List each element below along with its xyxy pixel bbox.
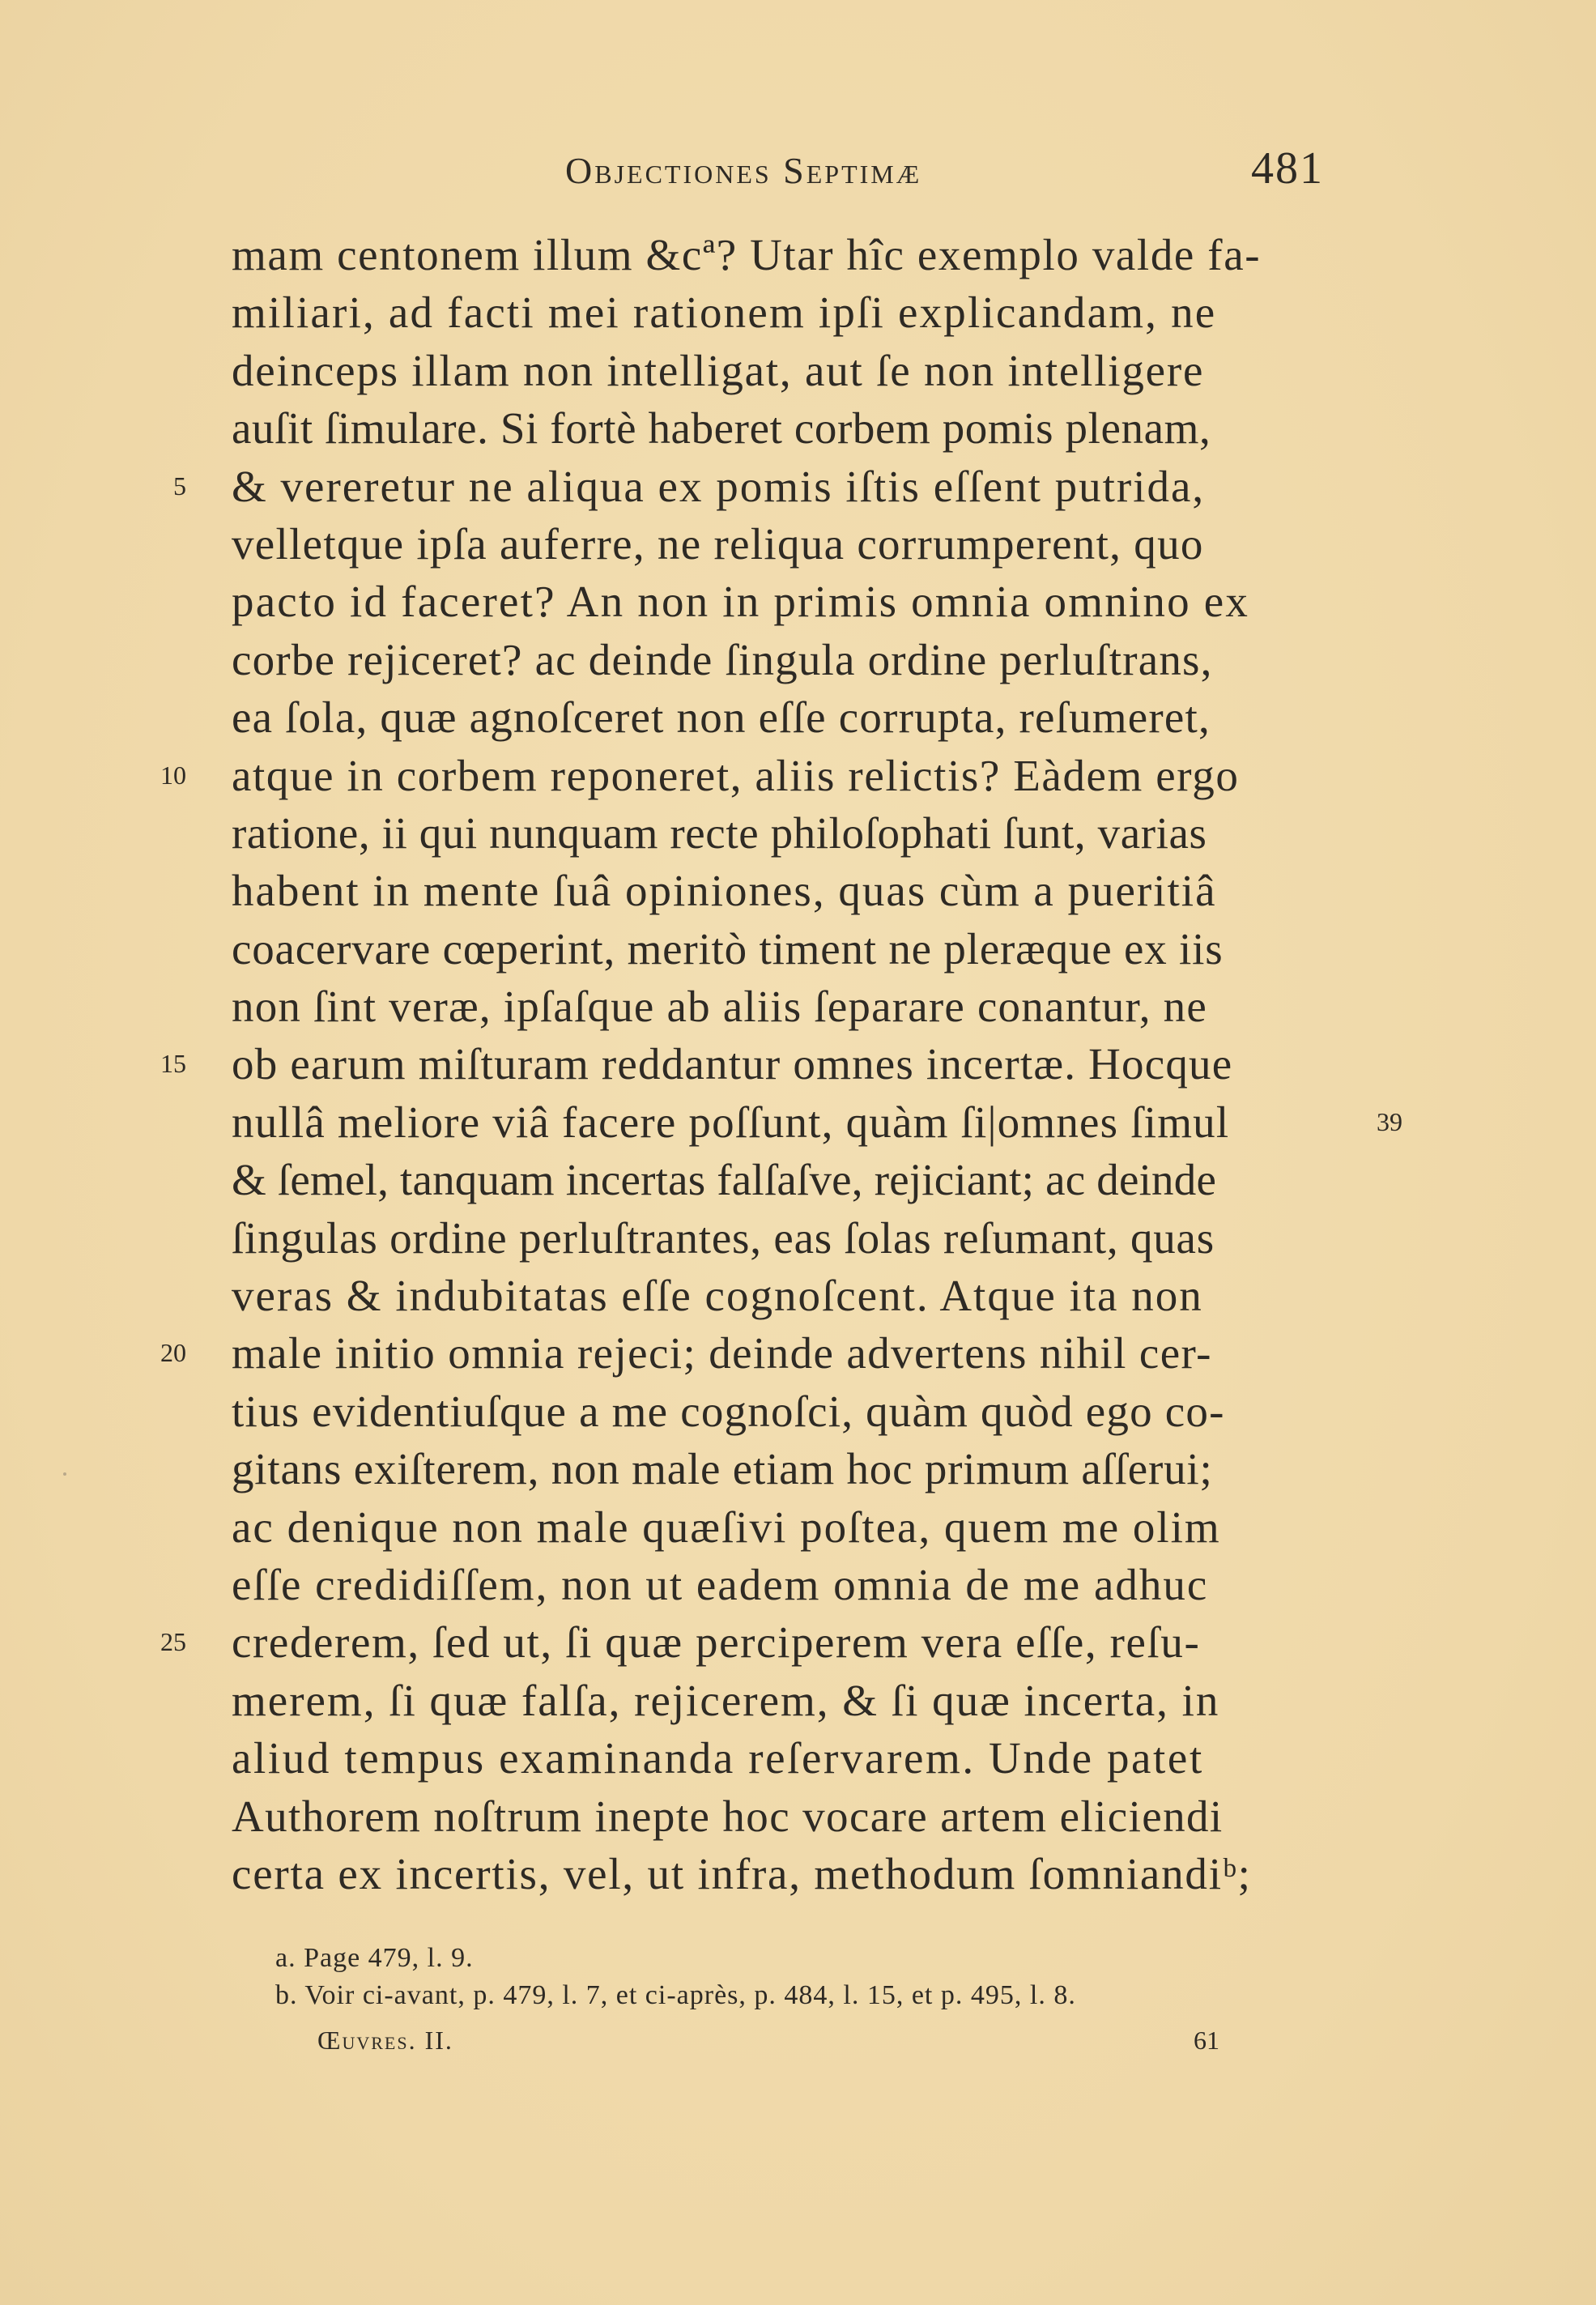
line-text: veras & indubitatas eſſe cognoſcent. Atque ita non xyxy=(232,1271,1203,1321)
text-line xyxy=(232,1093,1402,1151)
line-text: auſit ſimulare. Si fortè haberet corbem pomis plenam, xyxy=(232,403,1211,454)
page-footer xyxy=(0,2026,1596,2063)
line-text: habent in mente ſuâ opiniones, quas cùm a pueritiâ xyxy=(232,866,1217,916)
line-text: Authorem noſtrum inepte hoc vocare artem eliciendi xyxy=(232,1791,1224,1841)
text-line xyxy=(232,226,1357,283)
signature-mark: Œuvres. II. xyxy=(317,2026,453,2055)
line-text: male initio omnia rejeci; deinde advertens nihil cer- xyxy=(232,1328,1212,1378)
text-line xyxy=(232,804,1357,862)
text-line xyxy=(232,1209,1357,1267)
text-line xyxy=(160,1035,1357,1093)
text-line xyxy=(173,458,1357,515)
line-text: non ſint veræ, ipſaſque ab aliis ſeparare conantur, ne xyxy=(232,982,1207,1032)
line-text: pacto id faceret? An non in primis omnia omnino ex xyxy=(232,577,1250,627)
line-number: 20 xyxy=(160,1338,186,1368)
body-text xyxy=(160,226,1402,1902)
text-line xyxy=(232,688,1357,746)
line-text: nullâ meliore viâ facere poſſunt, quàm ſi|omnes ſimul xyxy=(232,1097,1230,1147)
running-header xyxy=(0,143,1596,199)
margin-reference: 39 xyxy=(1377,1106,1402,1136)
line-text: mam centonem illum &cª? Utar hîc exemplo valde fa- xyxy=(232,230,1262,279)
line-text: & ſemel, tanquam incertas falſaſve, rejiciant; ac deinde xyxy=(232,1155,1217,1205)
line-text: & vereretur ne aliqua ex pomis iſtis eſſent putrida, xyxy=(232,461,1206,511)
text-line xyxy=(160,1324,1357,1382)
text-line xyxy=(232,631,1357,688)
text-line xyxy=(232,920,1357,978)
text-line xyxy=(160,747,1357,804)
line-text: certa ex incertis, vel, ut infra, methodum ſomniandiᵇ; xyxy=(232,1848,1252,1898)
text-line xyxy=(160,1613,1357,1671)
line-number: 15 xyxy=(160,1049,186,1079)
line-text: corbe rejiceret? ac deinde ſingula ordine perluſtrans, xyxy=(232,634,1213,684)
line-number: 10 xyxy=(160,760,186,790)
line-text: miliari, ad facti mei rationem ipſi explicandam, ne xyxy=(232,288,1217,338)
page-number: 481 xyxy=(1251,143,1324,194)
running-title: Objectiones Septimæ xyxy=(565,150,922,191)
line-text: eſſe credidiſſem, non ut eadem omnia de me adhuc xyxy=(232,1559,1209,1609)
line-text: aliud tempus examinanda reſervarem. Unde patet xyxy=(232,1733,1204,1783)
line-text: coacervare cœperint, meritò timent ne pleræque ex iis xyxy=(232,923,1224,974)
text-line xyxy=(232,399,1357,457)
text-line xyxy=(232,1556,1357,1613)
line-text: deinceps illam non intelligat, aut ſe non intelligere xyxy=(232,345,1205,395)
text-line xyxy=(232,978,1357,1035)
line-text: crederem, ſed ut, ſi quæ perciperem vera eſſe, reſu- xyxy=(232,1617,1201,1668)
signature-number: 61 xyxy=(1194,2026,1219,2055)
text-line xyxy=(232,1440,1357,1498)
line-number: 25 xyxy=(160,1627,186,1657)
line-text: ſingulas ordine perluſtrantes, eas ſolas reſumant, quas xyxy=(232,1212,1215,1263)
text-line xyxy=(232,862,1357,919)
line-text: merem, ſi quæ falſa, rejicerem, & ſi quæ incerta, in xyxy=(232,1675,1220,1725)
line-text: ac denique non male quæſivi poſtea, quem me olim xyxy=(232,1502,1221,1552)
line-text: gitans exiſterem, non male etiam hoc primum aſſerui; xyxy=(232,1444,1213,1494)
footnotes xyxy=(275,1940,1328,2014)
text-line xyxy=(232,342,1357,399)
line-number: 5 xyxy=(173,471,186,501)
footnote-a: a. Page 479, l. 9. xyxy=(275,1943,474,1973)
text-line xyxy=(232,515,1357,573)
text-line xyxy=(232,1672,1357,1729)
text-line xyxy=(232,573,1357,630)
text-line xyxy=(232,1787,1357,1845)
line-text: tius evidentiuſque a me cognoſci, quàm quòd ego co- xyxy=(232,1386,1225,1436)
footnote-b: b. Voir ci-avant, p. 479, l. 7, et ci-après, p. 484, l. 15, et p. 495, l. 8. xyxy=(275,1980,1076,2010)
text-line xyxy=(232,1845,1357,1902)
text-line xyxy=(232,283,1357,341)
text-line xyxy=(232,1151,1357,1208)
text-line xyxy=(232,1729,1357,1787)
text-line xyxy=(232,1383,1357,1440)
text-line xyxy=(232,1498,1357,1556)
text-line xyxy=(232,1267,1357,1324)
paper-speck xyxy=(63,1472,66,1476)
line-text: atque in corbem reponeret, aliis relictis? Eàdem ergo xyxy=(232,750,1240,800)
line-text: velletque ipſa auferre, ne reliqua corrumperent, quo xyxy=(232,518,1204,569)
line-text: ob earum miſturam reddantur omnes incertæ. Hocque xyxy=(232,1039,1233,1089)
line-text: ea ſola, quæ agnoſceret non eſſe corrupta, reſumeret, xyxy=(232,692,1211,743)
line-text: ratione, ii qui nunquam recte philoſophati ſunt, varias xyxy=(232,807,1207,858)
